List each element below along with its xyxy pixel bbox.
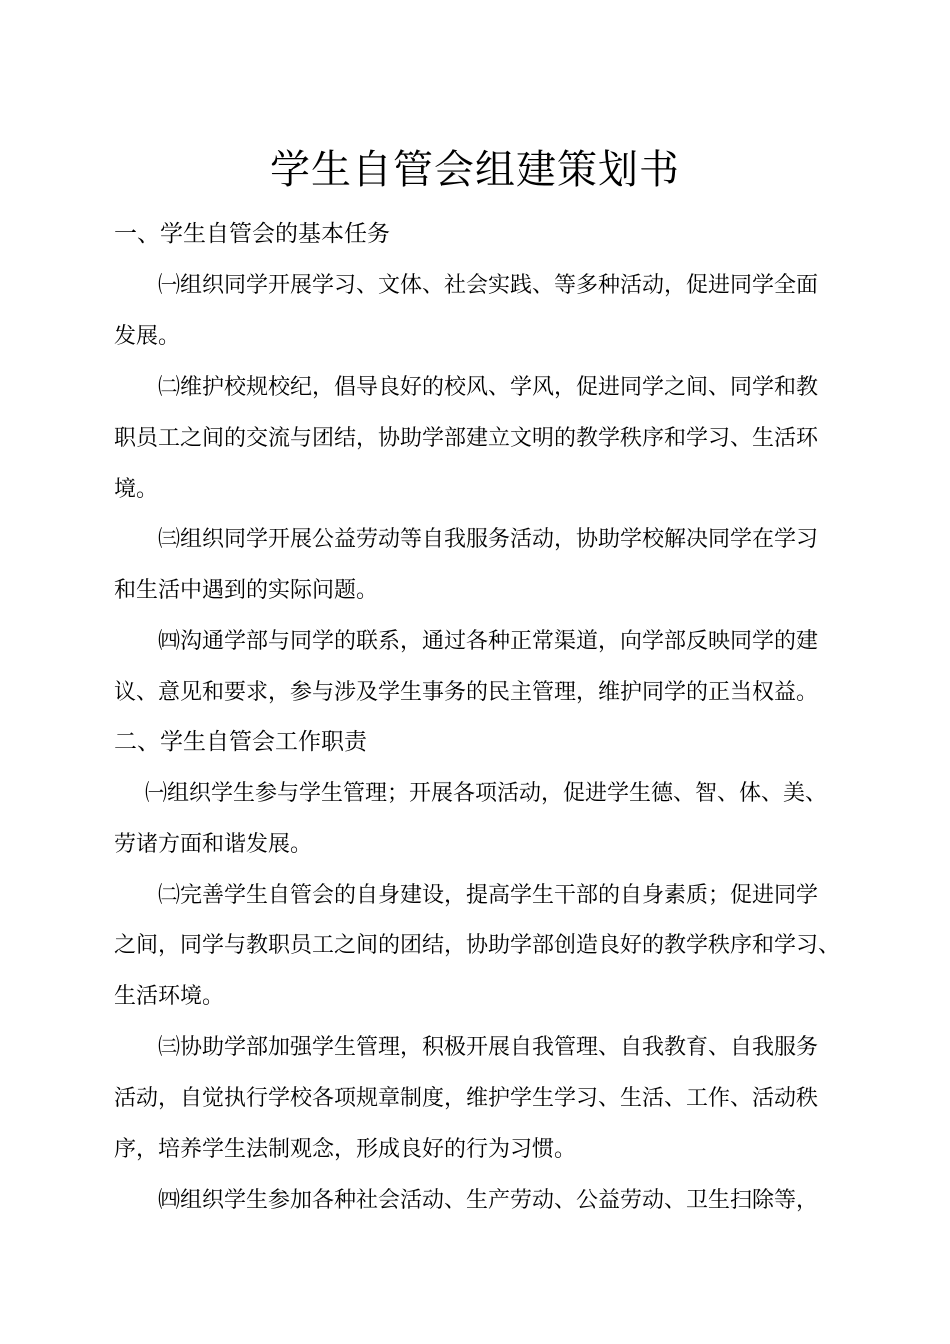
section-1-paragraph-1-line-1: ㈠组织同学开展学习、文体、社会实践、等多种活动，促进同学全面 xyxy=(158,273,819,298)
section-1-paragraph-2-line-1: ㈡维护校规校纪，倡导良好的校风、学风，促进同学之间、同学和教 xyxy=(158,375,819,400)
section-1-paragraph-4-line-1: ㈣沟通学部与同学的联系，通过各种正常渠道，向学部反映同学的建 xyxy=(158,629,819,654)
section-2-paragraph-3-line-1: ㈢协助学部加强学生管理，积极开展自我管理、自我教育、自我服务 xyxy=(158,1035,819,1060)
section-1-paragraph-4-line-2: 议、意见和要求，参与涉及学生事务的民主管理，维护同学的正当权益。 xyxy=(114,680,819,705)
section-1-paragraph-2-line-3: 境。 xyxy=(114,477,159,502)
section-1-paragraph-3-line-1: ㈢组织同学开展公益劳动等自我服务活动，协助学校解决同学在学习 xyxy=(158,527,819,552)
section-1-paragraph-2-line-2: 职员工之间的交流与团结，协助学部建立文明的教学秩序和学习、生活环 xyxy=(114,426,819,451)
section-2-heading: 二、学生自管会工作职责 xyxy=(114,729,367,755)
section-2-paragraph-2-line-1: ㈡完善学生自管会的自身建设，提高学生干部的自身素质；促进同学 xyxy=(158,883,819,908)
section-2-paragraph-1-line-2: 劳诸方面和谐发展。 xyxy=(114,832,313,857)
section-2-paragraph-4-line-1: ㈣组织学生参加各种社会活动、生产劳动、公益劳动、卫生扫除等， xyxy=(158,1188,819,1213)
section-1-paragraph-3-line-2: 和生活中遇到的实际问题。 xyxy=(114,578,379,603)
section-2-paragraph-2-line-3: 生活环境。 xyxy=(114,984,225,1009)
section-1-paragraph-1-line-2: 发展。 xyxy=(114,324,181,349)
section-2-paragraph-2-line-2: 之间，同学与教职员工之间的团结，协助学部创造良好的教学秩序和学习、 xyxy=(114,933,841,958)
section-2-paragraph-3-line-3: 序，培养学生法制观念，形成良好的行为习惯。 xyxy=(114,1137,577,1162)
section-2-paragraph-3-line-2: 活动，自觉执行学校各项规章制度，维护学生学习、生活、工作、活动秩 xyxy=(114,1086,819,1111)
document-title: 学生自管会组建策划书 xyxy=(270,147,680,193)
section-2-paragraph-1-line-1: ㈠组织学生参与学生管理；开展各项活动，促进学生德、智、体、美、 xyxy=(145,781,828,806)
section-1-heading: 一、学生自管会的基本任务 xyxy=(114,221,390,247)
